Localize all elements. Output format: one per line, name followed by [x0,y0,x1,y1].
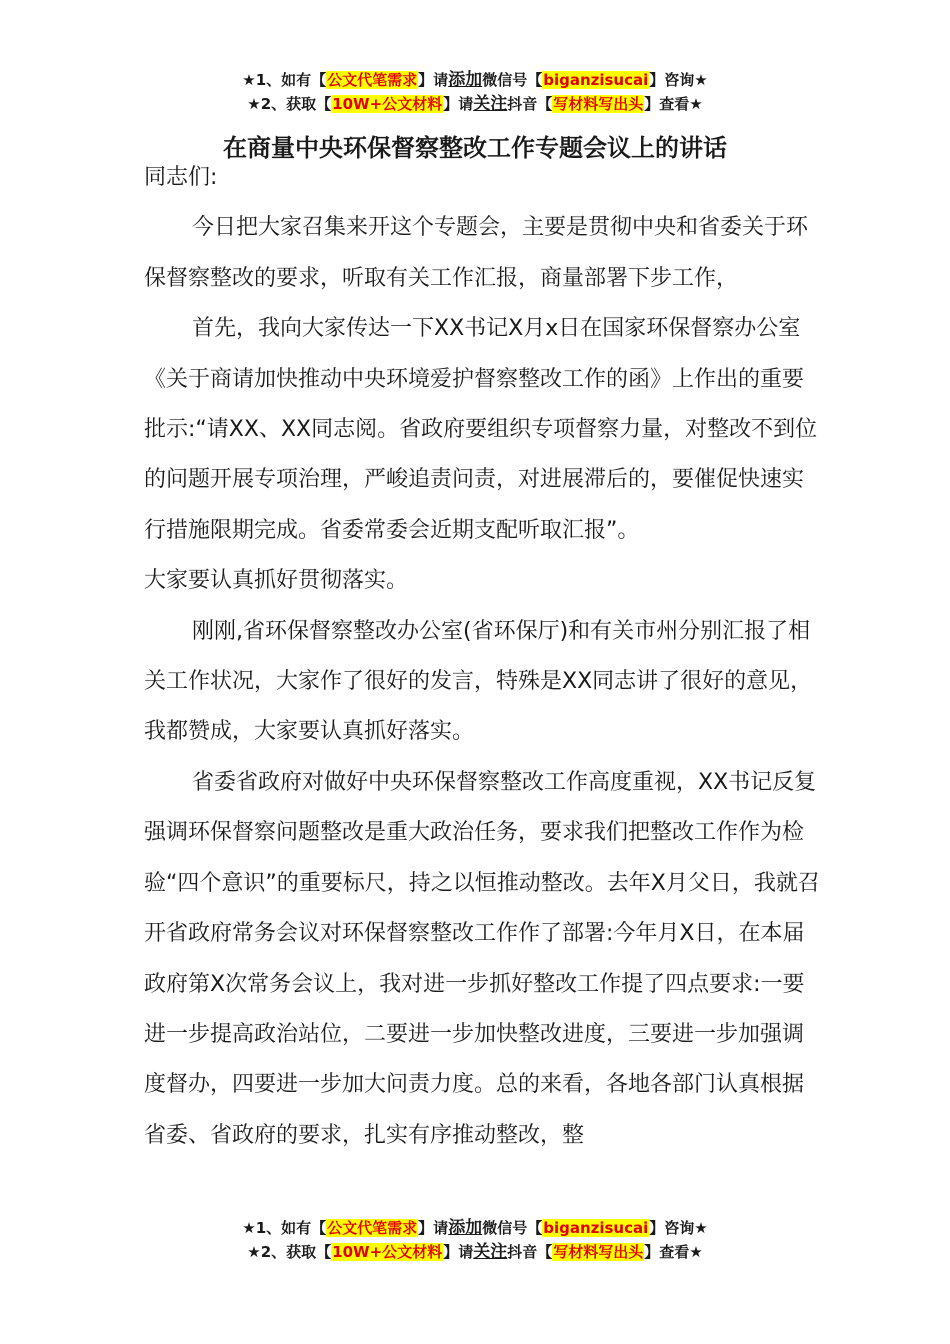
highlight-douyin-account: 写材料写出头 [553,1243,644,1261]
highlight-writing-service: 公文代笔需求 [327,1219,418,1237]
paragraph: 刚刚,省环保督察整改办公室(省环保厅)和有关市州分别汇报了相关工作状况，大家作了很好的发言，特殊是XX同志讲了很好的意见，我都赞成，大家要认真抓好落实。 [144,618,813,745]
banner-line-2: ★2、获取【10W+公文材料】请关注抖音【写材料写出头】查看★ [247,94,703,114]
salutation: 同志们: [144,165,218,190]
banner-line-2: ★2、获取【10W+公文材料】请关注抖音【写材料写出头】查看★ [247,1242,703,1262]
header-banner [0,68,950,116]
banner-line-1: ★1、如有【公文代笔需求】请添加微信号【biganzisucai】咨询★ [242,1218,708,1238]
document-body [144,153,824,1161]
highlight-writing-service: 公文代笔需求 [327,71,418,89]
paragraph: 首先，我向大家传达一下XX书记X月x日在国家环保督察办公室《关于商请加快推动中央环境爱护督察整改工作的函》上作出的重要批示:“请XX、XX同志阅。省政府要组织专项督察力量，对整改不到位的问题开展专项治理，严峻追责问责，对进展滞后的，要催促快速实行措施限期完成。省委常委会近期支配听取汇报”。 [144,316,818,543]
highlight-douyin-account: 写材料写出头 [553,95,644,113]
banner-line-1: ★1、如有【公文代笔需求】请添加微信号【biganzisucai】咨询★ [242,70,708,90]
highlight-wechat-id: biganzisucai [543,1219,649,1237]
paragraph: 大家要认真抓好贯彻落实。 [144,568,409,594]
highlight-wechat-id: biganzisucai [543,71,649,89]
highlight-materials: 10W+公文材料 [332,1243,443,1261]
paragraph: 今日把大家召集来开这个专题会，主要是贯彻中央和省委关于环保督察整改的要求，听取有关工作汇报，商量部署下步工作， [144,215,809,291]
footer-banner [0,1216,950,1264]
highlight-materials: 10W+公文材料 [332,95,443,113]
paragraph: 省委省政府对做好中央环保督察整改工作高度重视，XX书记反复强调环保督察问题整改是重大政治任务，要求我们把整改工作作为检验“四个意识”的重要标尺，持之以恒推动整改。去年X月父日，我就召开省政府常务会议对环保督察整改工作作了部署:今年月X日，在本届政府第X次常务会议上，我对进一步抓好整改工作提了四点要求:一要进一步提高政治站位，二要进一步加快整改进度，三要进一步加强调度督办，四要进一步加大问责力度。总的来看，各地各部门认真根据省委、省政府的要求，扎实有序推动整改，整 [144,769,820,1148]
document-title: 在商量中央环保督察整改工作专题会议上的讲话 [223,134,727,162]
